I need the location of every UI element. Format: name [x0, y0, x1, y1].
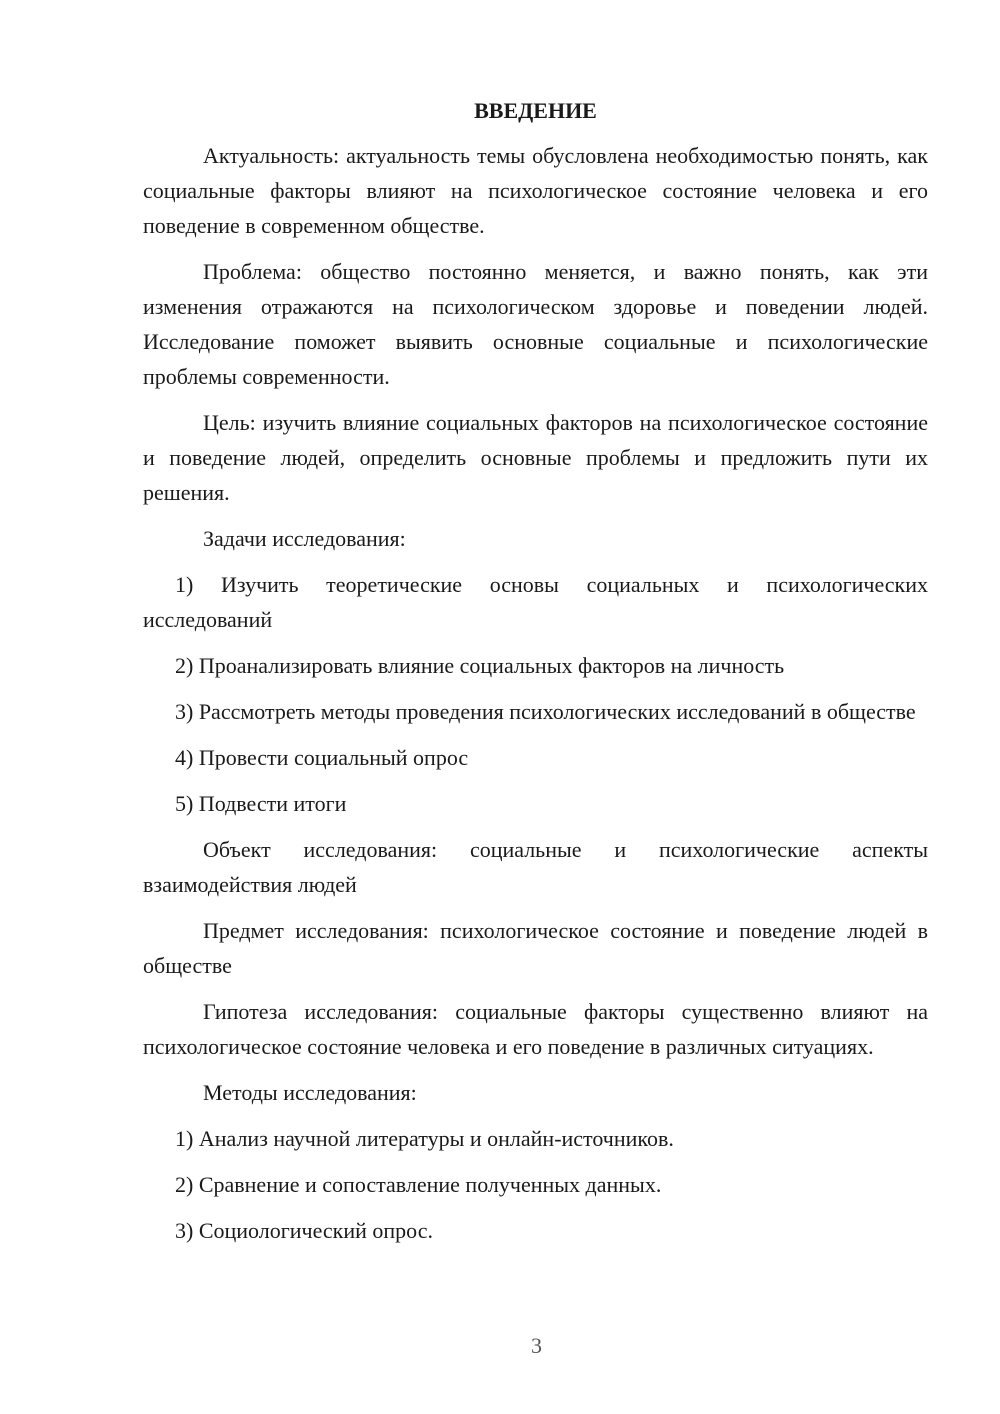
paragraph-subject: Предмет исследования: психологическое состояние и поведение людей в обществе [143, 918, 928, 978]
paragraph-relevance: Актуальность: актуальность темы обусловлена необходимостью понять, как социальные факторы влияют на психологическое состояние человека и его поведение в современном обществе. [143, 143, 928, 238]
method-item-2: 2) Сравнение и сопоставление полученных данных. [175, 1172, 662, 1197]
paragraph-tasks-heading: Задачи исследования: [203, 526, 406, 551]
paragraph-goal: Цель: изучить влияние социальных факторов на психологическое состояние и поведение людей, определить основные проблемы и предложить пути их решения. [143, 410, 928, 505]
task-item-5: 5) Подвести итоги [175, 791, 347, 816]
task-item-3: 3) Рассмотреть методы проведения психологических исследований в обществе [175, 699, 916, 724]
task-item-4: 4) Провести социальный опрос [175, 745, 469, 770]
task-item-2: 2) Проанализировать влияние социальных факторов на личность [175, 653, 785, 678]
paragraph-problem: Проблема: общество постоянно меняется, и важно понять, как эти изменения отражаются на психологическом здоровье и поведении людей. Исследование поможет выявить основные социальные и психологические проблемы современности. [143, 259, 928, 389]
paragraph-methods-heading: Методы исследования: [203, 1080, 417, 1105]
section-title: ВВЕДЕНИЕ [474, 98, 597, 123]
document-page [143, 96, 928, 1259]
method-item-3: 3) Социологический опрос. [175, 1218, 433, 1243]
paragraph-object: Объект исследования: социальные и психологические аспекты взаимодействия людей [143, 837, 928, 897]
paragraph-hypothesis: Гипотеза исследования: социальные факторы существенно влияют на психологическое состояние человека и его поведение в различных ситуациях. [143, 999, 928, 1059]
task-item-1: 1) Изучить теоретические основы социальных и психологических исследований [143, 572, 928, 632]
method-item-1: 1) Анализ научной литературы и онлайн-источников. [175, 1126, 674, 1151]
page-number: 3 [531, 1333, 542, 1358]
